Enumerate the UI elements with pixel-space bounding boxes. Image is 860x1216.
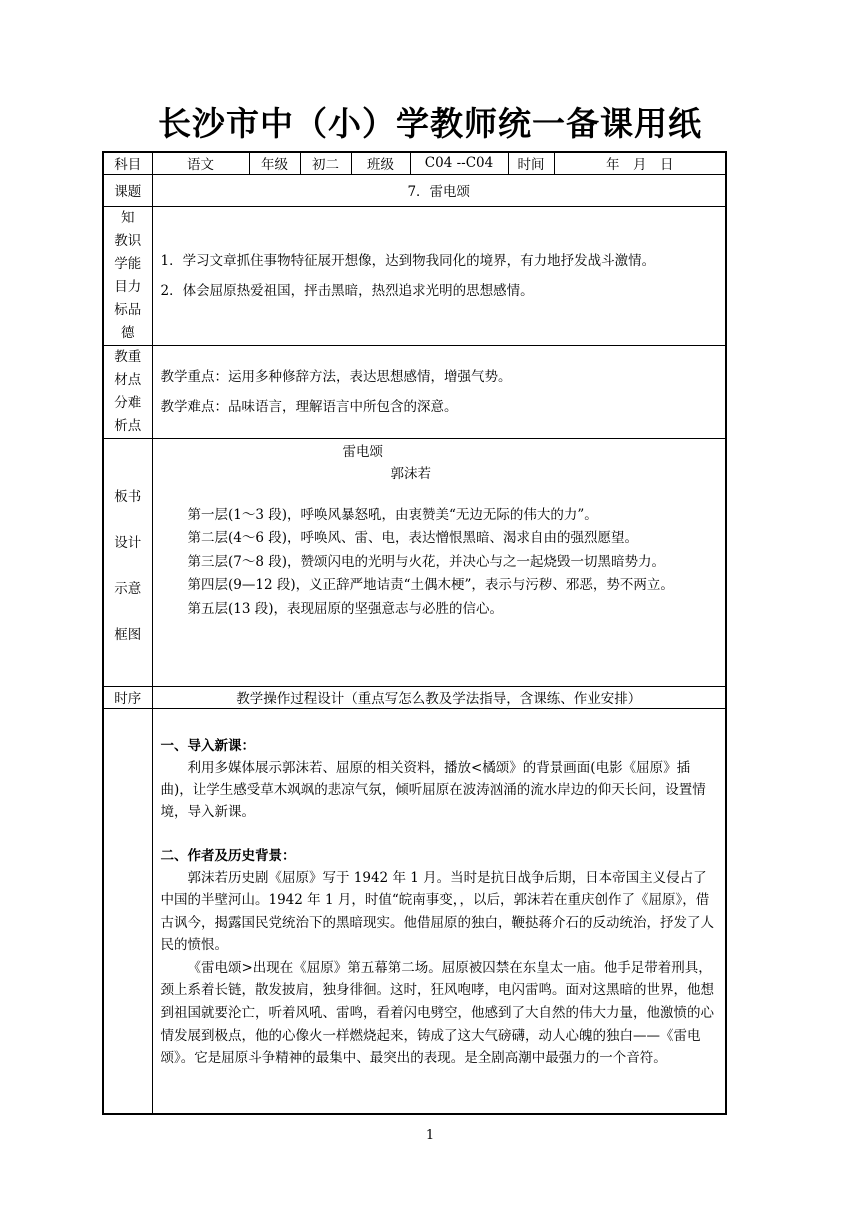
objectives-label-line: 德: [121, 324, 135, 341]
objectives-label: [103, 206, 152, 345]
page-title: 长沙市中（小）学教师统一备课用纸: [158, 104, 702, 143]
board-layer: 第五层(13 段)，表现屈原的坚强意志与必胜的信心。: [187, 600, 504, 617]
board-layer: 第一层(1～3 段)，呼唤风暴怒吼，由衷赞美“无边无际的伟大的力”。: [187, 506, 598, 523]
objectives-label-line: 目力: [114, 278, 142, 295]
board-title: 雷电颂: [342, 443, 383, 460]
process-body-row: [103, 708, 726, 1114]
objective-item: 2．体会屈原热爱祖国，抨击黑暗，热烈追求光明的思想感情。: [160, 282, 534, 299]
board-label-line: 板书: [114, 488, 142, 505]
objective-item: 1．学习文章抓住事物特征展开想像，达到物我同化的境界，有力地抒发战斗激情。: [160, 252, 656, 269]
section-background-para: 郭沫若历史剧《屈原》写于 1942 年 1 月。当时是抗日战争后期，日本帝国主义侵占了中国的半壁河山。1942 年 1 月，时值“皖南事变，，以后，郭沫若在重庆创作了《屈原》，借古讽今，揭露国民党统治下的黑暗现实。他借屈原的独白，鞭挞蒋介石的反动统治，抒发了人民的愤恨。: [160, 869, 714, 954]
objectives-label-line: 标品: [114, 301, 142, 318]
board-author: 郭沫若: [390, 465, 431, 482]
analysis-label-line: 教重: [114, 348, 142, 365]
header-row: [103, 152, 726, 174]
key-point: 教学重点：运用多种修辞方法，表达思想感情，增强气势。: [160, 368, 512, 385]
board-row: [103, 438, 726, 686]
lesson-plan-table: [102, 151, 727, 1115]
difficulty-point: 教学难点：品味语言，理解语言中所包含的深意。: [160, 398, 458, 415]
class-label: 班级: [351, 152, 410, 174]
time-sequence-cell: [103, 708, 152, 1114]
class-value: C04 --C04: [410, 152, 508, 174]
board-layer: 第三层(7～8 段)，赞颂闪电的光明与火花，并决心与之一起烧毁一切黑暗势力。: [187, 553, 666, 570]
grade-label: 年级: [249, 152, 300, 174]
page-number: 1: [425, 1128, 435, 1143]
objectives-label-line: 教识: [114, 232, 142, 249]
analysis-label: [103, 345, 152, 438]
grade-value: 初二: [300, 152, 351, 174]
board-label: [103, 438, 152, 686]
board-label-line: 设计: [114, 534, 142, 551]
subject-label: 科目: [103, 152, 152, 174]
section-intro-text: 利用多媒体展示郭沫若、屈原的相关资料，播放<橘颂》的背景画面(电影《屈原》插曲)，让学生感受草木飒飒的悲凉气氛，倾听屈原在波涛汹涌的流水岸边的仰天长问，设置情境，导入新课。: [160, 759, 706, 820]
board-label-line: 示意: [114, 580, 142, 597]
section-background-title: 二、作者及历史背景：: [160, 847, 296, 864]
topic-value: 7．雷电颂: [152, 174, 726, 206]
board-layer: 第四层(9—12 段)，义正辞严地诘责“土偶木梗”，表示与污秽、邪恶，势不两立。: [187, 577, 674, 593]
section-background-para: 《雷电颂>出现在《屈原》第五幕第二场。屈原被囚禁在东皇太一庙。他手足带着刑具，颈上系着长链，散发披肩，独身徘徊。这时，狂风咆哮，电闪雷鸣。面对这黑暗的世界，他想到祖国就要沦亡，听着风吼、雷鸣，看着闪电劈空，他感到了大自然的伟大力量，他激愤的心情发展到极点，他的心像火一样燃烧起来，铸成了这大气磅礴，动人心魄的独白——《雷电颂》。它是屈原斗争精神的最集中、最突出的表现。是全剧高潮中最强力的一个音符。: [160, 959, 714, 1067]
time-label: 时间: [508, 152, 554, 174]
objectives-content: [152, 206, 726, 345]
analysis-label-line: 析点: [114, 417, 142, 434]
process-header-row: [103, 686, 726, 708]
process-header: 教学操作过程设计（重点写怎么教及学法指导，含课练、作业安排）: [152, 686, 726, 708]
objectives-label-line: 学能: [114, 255, 142, 272]
board-label-line: 框图: [114, 626, 142, 643]
time-sequence-label: 时序: [103, 686, 152, 708]
board-content: [152, 438, 726, 686]
topic-label: 课题: [103, 174, 152, 206]
analysis-label-line: 分难: [114, 394, 142, 411]
analysis-row: [103, 345, 726, 438]
board-layer: 第二层(4～6 段)，呼唤风、雷、电，表达憎恨黑暗、渴求自由的强烈愿望。: [187, 530, 639, 546]
objectives-row: [103, 206, 726, 345]
objectives-label-line: 知: [121, 209, 135, 226]
time-value: 年 月 日: [554, 152, 726, 174]
analysis-content: [152, 345, 726, 438]
topic-row: [103, 174, 726, 206]
process-content: [152, 708, 726, 1114]
section-intro-title: 一、导入新课：: [160, 737, 255, 754]
analysis-label-line: 材点: [114, 371, 142, 388]
subject-value: 语文: [152, 152, 249, 174]
